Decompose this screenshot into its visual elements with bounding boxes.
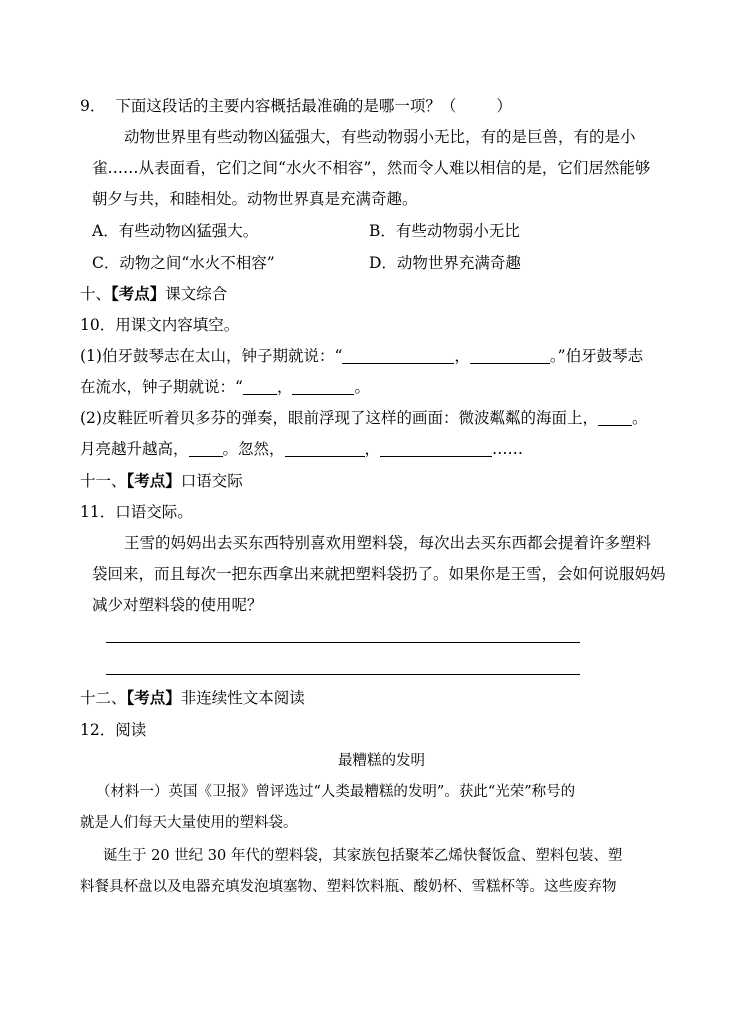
q10-blank-2[interactable] bbox=[470, 347, 550, 364]
q10-comma-1: ， bbox=[454, 347, 470, 365]
q11-answer-line-2[interactable] bbox=[106, 674, 580, 675]
q10-part2-text-a: (2)皮鞋匠听着贝多芬的弹奏，眼前浮现了这样的画面：微波粼粼的海面上， bbox=[80, 409, 598, 427]
q10-blank-3[interactable] bbox=[243, 378, 277, 395]
section-11-heading bbox=[80, 470, 243, 492]
q10-part1b-end: 。 bbox=[354, 378, 370, 396]
q9-number: 9． bbox=[80, 97, 106, 115]
section-12-heading bbox=[80, 687, 305, 709]
q10-part1-line-b bbox=[80, 376, 370, 398]
q9-option-b: B．有些动物弱小无比 bbox=[369, 222, 520, 240]
q9-option-d: D．动物世界充满奇趣 bbox=[369, 254, 521, 272]
q10-part1-text-a: (1)伯牙鼓琴志在太山，钟子期就说：“ bbox=[80, 347, 343, 365]
q12-material1-line-1: （材料一）英国《卫报》曾评选过“人类最糟糕的发明”。获此“光荣”称号的 bbox=[96, 784, 576, 800]
section-11-topic: 口语交际 bbox=[180, 472, 243, 490]
q11-passage-line-2: 袋回来，而且每次一把东西拿出来就把塑料袋扔了。如果你是王雪，会如何说服妈妈 bbox=[92, 565, 666, 583]
q9-option-c: C．动物之间“水火不相容” bbox=[92, 254, 275, 272]
q10-part1-text-b: 在流水，钟子期就说：“ bbox=[80, 378, 243, 396]
q10-blank-6[interactable] bbox=[189, 440, 223, 457]
section-12-tag: 【考点】 bbox=[126, 688, 181, 707]
q12-material2-line-1: 诞生于 20 世纪 30 年代的塑料袋，其家族包括聚苯乙烯快餐饭盒、塑料包装、塑 bbox=[103, 848, 623, 864]
q10-part2-text-b: 月亮越升越高， bbox=[80, 440, 189, 458]
q10-comma-3: ， bbox=[364, 440, 381, 458]
q11-passage-line-1: 王雪的妈妈出去买东西特别喜欢用塑料袋，每次出去买东西都会提着许多塑料 bbox=[124, 534, 652, 552]
q10-blank-4[interactable] bbox=[292, 378, 354, 395]
q10-comma-2: ， bbox=[276, 378, 293, 396]
q12-material1-line-2: 就是人们每天大量使用的塑料袋。 bbox=[80, 815, 298, 831]
q10-part1-end: 。”伯牙鼓琴志 bbox=[549, 347, 644, 365]
q10-title: 10．用课文内容填空。 bbox=[80, 316, 240, 334]
q12-material2-line-2: 料餐具杯盘以及电器充填发泡填塞物、塑料饮料瓶、酸奶杯、雪糕杯等。这些废弃物 bbox=[80, 879, 617, 895]
q11-title: 11．口语交际。 bbox=[80, 503, 193, 521]
q10-blank-7[interactable] bbox=[285, 440, 365, 457]
section-10-topic: 课文综合 bbox=[165, 285, 228, 303]
q10-part2a-end: 。 bbox=[631, 409, 648, 427]
q9-passage-line-2: 雀……从表面看，它们之间“水火不相容”，然而令人难以相信的是，它们居然能够 bbox=[92, 159, 651, 177]
q11-passage-line-3: 减少对塑料袋的使用呢？ bbox=[92, 596, 263, 614]
q9-passage-line-3: 朝夕与共，和睦相处。动物世界真是充满奇趣。 bbox=[92, 190, 418, 208]
q10-blank-8[interactable] bbox=[380, 440, 492, 457]
q12-title: 12．阅读 bbox=[80, 721, 147, 739]
q9-passage-line-1: 动物世界里有些动物凶猛强大，有些动物弱小无比，有的是巨兽，有的是小 bbox=[124, 128, 636, 146]
q10-blank-1[interactable] bbox=[342, 347, 454, 364]
section-10-heading bbox=[80, 283, 227, 305]
q10-blank-5[interactable] bbox=[598, 409, 632, 426]
section-10-tag: 【考点】 bbox=[111, 284, 166, 303]
section-11-prefix: 十一、 bbox=[80, 472, 127, 490]
q9-stem-line bbox=[80, 95, 512, 117]
q10-part2-line-b bbox=[80, 438, 523, 460]
section-12-topic: 非连续性文本阅读 bbox=[180, 689, 305, 707]
section-11-tag: 【考点】 bbox=[126, 471, 181, 490]
section-12-prefix: 十二、 bbox=[80, 689, 127, 707]
q10-part1-line-a bbox=[80, 345, 643, 367]
q10-part2b-end: …… bbox=[492, 440, 524, 458]
q12-article-title: 最糟糕的发明 bbox=[338, 753, 425, 769]
q9-stem: 下面这段话的主要内容概括最准确的是哪一项？（ bbox=[115, 97, 457, 115]
q10-part2b-mid: 。忽然， bbox=[222, 440, 285, 458]
section-10-prefix: 十、 bbox=[80, 285, 112, 303]
q10-part2-line-a bbox=[80, 407, 647, 429]
q9-paren-close: ） bbox=[496, 97, 512, 115]
q11-answer-line-1[interactable] bbox=[106, 642, 580, 643]
q9-option-a: A．有些动物凶猛强大。 bbox=[92, 222, 259, 240]
